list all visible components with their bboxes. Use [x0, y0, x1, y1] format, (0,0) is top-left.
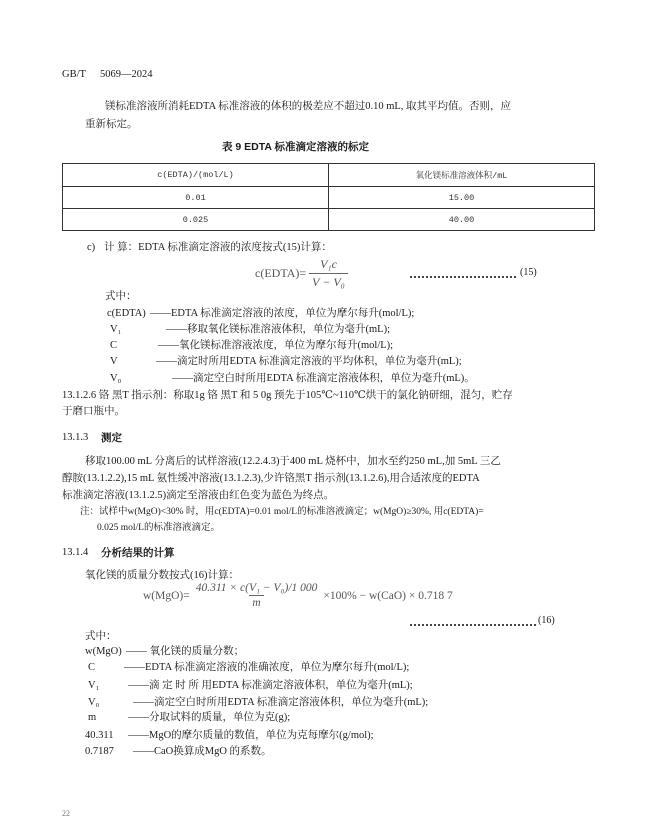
formula-16-numerator: 40.311 × c(V₁ − V₀)/1 000 — [195, 582, 318, 594]
calibration-table — [62, 163, 595, 231]
formula-15-leader — [410, 276, 516, 278]
standard-number: 5069—2024 — [100, 69, 153, 80]
formula-16-leader — [410, 624, 536, 626]
where-16-definition: ——滴 定 时 所 用EDTA 标准滴定溶液体积，单位为毫升(mL); — [128, 680, 413, 691]
where-16-definition: ——EDTA 标准滴定溶液的准确浓度，单位为摩尔每升(mol/L); — [124, 662, 410, 673]
where-16-definition: —— 氧化镁的质量分数； — [126, 646, 245, 657]
where-15-label: 式中： — [105, 291, 137, 302]
section-13-1-3-line-2: 醇胺(13.1.2.2),15 mL 氨性缓冲溶液(13.1.2.3),少许铬黑T 指示剂(13.1.2.6),用合适浓度的EDTA — [62, 473, 480, 484]
where-15-symbol: V₁ — [110, 324, 122, 335]
where-16-symbol: m — [88, 712, 97, 723]
formula-16-denominator: m — [249, 595, 263, 609]
table-cell: 0.01 — [63, 187, 329, 209]
clause-13-1-2-6-line-1: 13.1.2.6 铬 黑T 指示剂：称取1g 铬 黑T 和 5 0g 预先于105℃~110℃烘干的氯化钠研细，混匀，贮存 — [62, 390, 513, 401]
formula-15-fraction — [309, 257, 348, 290]
step-c-text: 计 算：EDTA 标准滴定溶液的浓度按式(15)计算： — [104, 242, 332, 253]
formula-16-fraction — [193, 582, 321, 609]
table-header-cell: c(EDTA)/(mol/L) — [63, 164, 329, 187]
where-16-definition: ——分取试料的质量，单位为克(g); — [128, 712, 291, 723]
where-16-symbol: 0.7187 — [85, 746, 114, 757]
standard-code: GB/T — [62, 69, 86, 80]
section-13-1-4-number: 13.1.4 — [62, 547, 89, 558]
where-16-definition: ——MgO的摩尔质量的数值，单位为克每摩尔(g/mol); — [128, 730, 374, 741]
where-16-symbol: w(MgO) — [85, 646, 122, 657]
where-15-definition: ——移取氧化镁标准溶液体积，单位为毫升(mL); — [166, 324, 390, 335]
table-header-cell: 氧化镁标准溶液体积/mL — [329, 164, 595, 187]
where-16-symbol: C — [88, 662, 96, 673]
clause-13-1-2-6-line-2: 于磨口瓶中。 — [62, 406, 125, 417]
where-16-symbol: 40.311 — [85, 730, 114, 741]
table-cell: 0.025 — [63, 209, 329, 231]
table-cell: 15.00 — [329, 187, 595, 209]
formula-16-lhs: w(MgO)= — [143, 589, 190, 602]
where-15-symbol: C — [110, 340, 118, 351]
section-13-1-3-title: 测定 — [101, 432, 122, 444]
formula-15-lhs: c(EDTA)= — [255, 266, 307, 280]
where-16-label: 式中： — [85, 631, 117, 642]
table-row — [63, 209, 595, 231]
formula-15-numerator: V₁c — [320, 257, 337, 271]
formula-15-denominator: V − V₀ — [309, 273, 348, 290]
table-cell: 40.00 — [329, 209, 595, 231]
step-c-label: c) — [87, 242, 96, 253]
table-caption: 表 9 EDTA 标准滴定溶液的标定 — [222, 141, 370, 153]
formula-16-rhs: ×100% − w(CaO) × 0.718 7 — [323, 589, 453, 602]
where-15-symbol: V₀ — [110, 373, 122, 384]
where-16-symbol: V₀ — [88, 697, 100, 708]
page-number: 22 — [62, 809, 70, 818]
formula-16-number: (16) — [538, 615, 555, 626]
where-15-definition: ——滴定时所用EDTA 标准滴定溶液的平均体积，单位为毫升(mL); — [156, 356, 462, 367]
intro-line-2: 重新标定。 — [85, 119, 138, 130]
note-line-2: 0.025 mol/L的标准溶液滴定。 — [97, 523, 220, 533]
where-16-definition: ——CaO换算成MgO 的系数。 — [133, 746, 272, 757]
section-13-1-4-intro: 氧化镁的质量分数按式(16)计算： — [85, 570, 239, 581]
section-13-1-3-line-3: 标准滴定溶液(13.1.2.5)滴定至溶液由红色变为蓝色为终点。 — [62, 490, 335, 501]
where-15-symbol: V — [110, 356, 118, 367]
section-13-1-4-title: 分析结果的计算 — [101, 547, 175, 559]
formula-16 — [143, 582, 453, 609]
table-header-row — [63, 164, 595, 187]
where-15-definition: ——滴定空白时所用EDTA 标准滴定溶液体积，单位为毫升(mL)。 — [172, 373, 475, 384]
table-row — [63, 187, 595, 209]
formula-15-number: (15) — [520, 267, 537, 278]
note-line-1: 注：试样中w(MgO)<30% 时，用c(EDTA)=0.01 mol/L的标准溶液滴定；w(MgO)≥30%, 用c(EDTA)= — [80, 507, 484, 517]
where-15-definition: ——EDTA 标准滴定溶液的浓度，单位为摩尔每升(mol/L); — [150, 308, 415, 319]
where-15-symbol: c(EDTA) — [107, 308, 146, 319]
where-16-definition: ——滴定空白时所用EDTA 标准滴定溶液体积，单位为毫升(mL); — [133, 697, 429, 708]
where-16-symbol: V₁ — [88, 680, 100, 691]
where-15-definition: ——氧化镁标准溶液浓度，单位为摩尔每升(mol/L); — [158, 340, 394, 351]
section-13-1-3-line-1: 移取100.00 mL 分离后的试样溶液(12.2.4.3)于400 mL 烧杯中，加水至约250 mL,加 5mL 三乙 — [85, 456, 501, 467]
section-13-1-3-number: 13.1.3 — [62, 432, 89, 443]
formula-15 — [255, 257, 351, 290]
intro-line-1: 镁标准溶液所消耗EDTA 标准溶液的体积的极差应不超过0.10 mL, 取其平均值。否则，应 — [105, 101, 512, 112]
